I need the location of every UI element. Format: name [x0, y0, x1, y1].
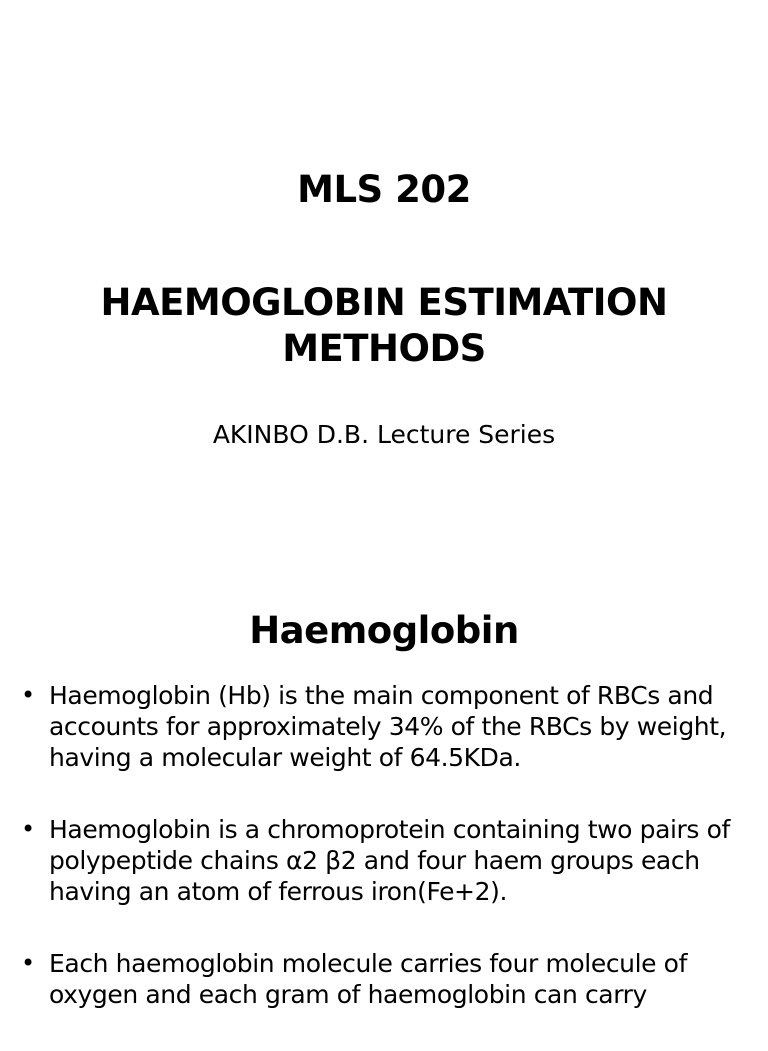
course-code: MLS 202 — [297, 168, 471, 211]
bullet-icon: • — [21, 681, 35, 709]
bullet-item — [20, 680, 765, 773]
slide-title-line-2: METHODS — [282, 327, 486, 370]
bullet-item — [20, 814, 765, 907]
bullet-list — [20, 680, 765, 1051]
bullet-icon: • — [21, 815, 35, 843]
slide-title — [0, 280, 768, 372]
bullet-item — [20, 948, 765, 1010]
slide-title-line-1: HAEMOGLOBIN ESTIMATION — [100, 281, 668, 324]
content-slide — [0, 560, 768, 1024]
bullet-text: Haemoglobin is a chromoprotein containing two pairs of polypeptide chains α2 β2 and four haem groups each having an atom of ferrous iron(Fe+2). — [49, 815, 730, 906]
bullet-text: Each haemoglobin molecule carries four molecule of oxygen and each gram of haemoglobin can carry — [49, 949, 687, 1009]
bullet-icon: • — [21, 949, 35, 977]
bullet-text: Haemoglobin (Hb) is the main component of RBCs and accounts for approximately 34% of the RBCs by weight, having a molecular weight of 64.5KDa. — [49, 681, 727, 772]
slide-subtitle: AKINBO D.B. Lecture Series — [212, 420, 556, 449]
slide-heading: Haemoglobin — [249, 609, 519, 652]
